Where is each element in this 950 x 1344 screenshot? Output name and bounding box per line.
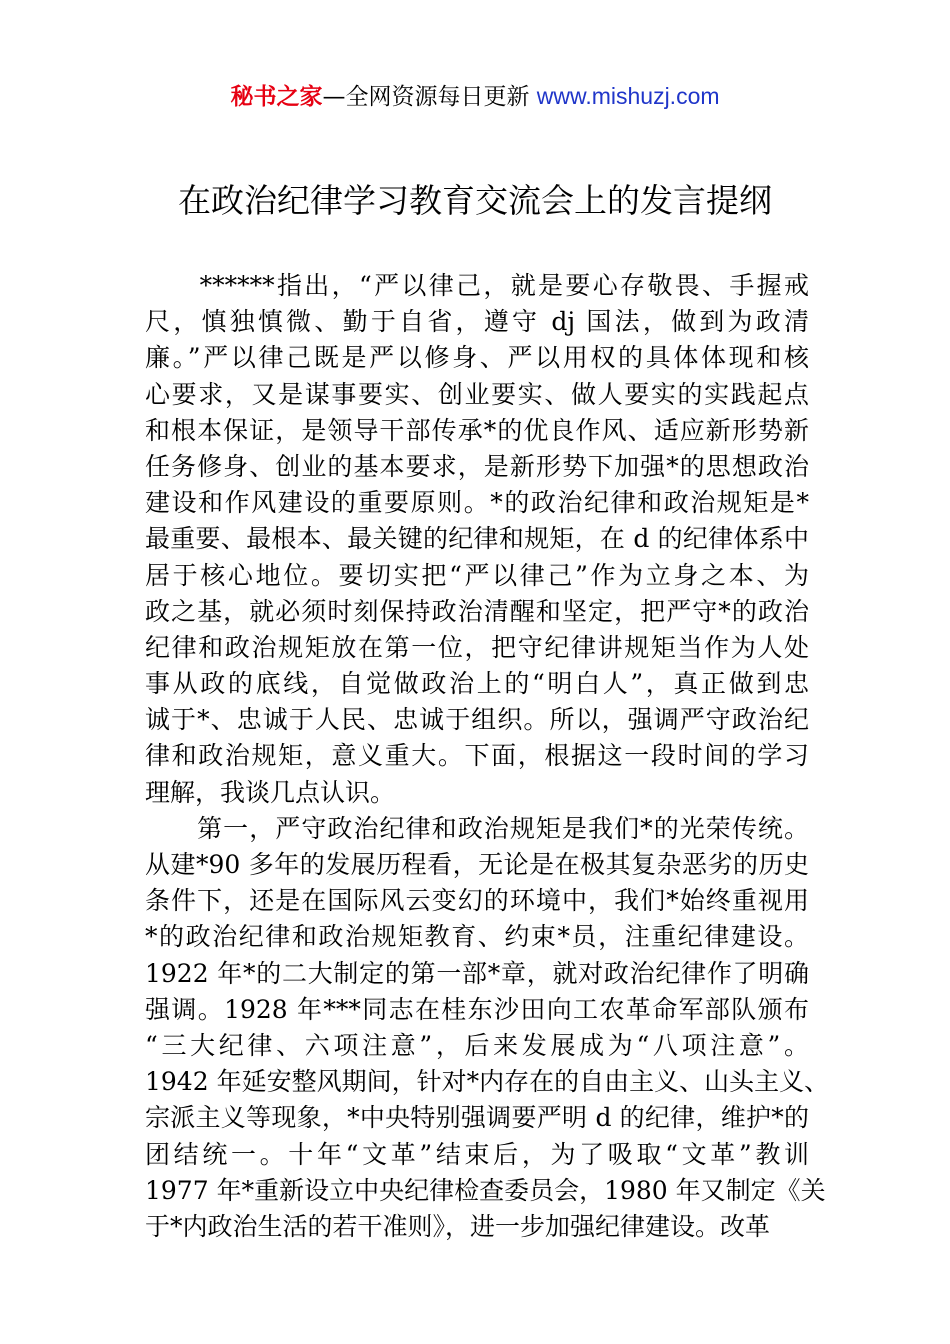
body-line: 任务修身、创业的基本要求，是新形势下加强*的思想政治 (145, 451, 809, 481)
document-body (145, 268, 830, 1245)
body-line: 1922 年*的二大制定的第一部*章，就对政治纪律作了明确 (145, 958, 809, 988)
site-header (0, 79, 950, 114)
body-line: ******指出，“严以律己，就是要心存敬畏、手握戒 (145, 271, 809, 300)
site-url-link[interactable]: www.mishuzj.com (536, 83, 720, 109)
body-line: 最重要、最根本、最关键的纪律和规矩，在 d 的纪律体系中 (145, 524, 809, 554)
body-line: 律和政治规矩，意义重大。下面，根据这一段时间的学习 (145, 741, 809, 771)
body-line: 纪律和政治规矩放在第一位，把守纪律讲规矩当作为人处 (145, 632, 809, 662)
body-line: *的政治纪律和政治规矩教育、约束*员，注重纪律建设。 (145, 922, 809, 952)
body-line: 理解，我谈几点认识。 (145, 777, 396, 807)
body-line: 于*内政治生活的若干准则》，进一步加强纪律建设。改革 (145, 1211, 771, 1241)
body-line: 建设和作风建设的重要原则。*的政治纪律和政治规矩是* (145, 488, 809, 518)
body-line: 心要求，又是谋事要实、创业要实、做人要实的实践起点 (145, 379, 809, 409)
body-line: 和根本保证，是领导干部传承*的优良作风、适应新形势新 (145, 415, 809, 445)
body-line: 尺，慎独慎微、勤于自省，遵守 dj 国法，做到为政清 (145, 307, 809, 337)
body-line: 条件下，还是在国际风云变幻的环境中，我们*始终重视用 (145, 886, 809, 916)
body-line: 从建*90 多年的发展历程看，无论是在极其复杂恶劣的历史 (145, 850, 809, 879)
body-line: 事从政的底线，自觉做政治上的“明白人”，真正做到忠 (145, 669, 809, 699)
header-tagline: —全网资源每日更新 (322, 84, 537, 110)
body-line: 政之基，就必须时刻保持政治清醒和坚定，把严守*的政治 (145, 596, 809, 626)
body-line: 团结统一。十年“文革”结束后，为了吸取“文革”教训 (145, 1139, 809, 1169)
body-line: “三大纪律、六项注意”，后来发展成为“八项注意”。 (145, 1030, 809, 1060)
document-title: 在政治纪律学习教育交流会上的发言提纲 (178, 181, 772, 220)
brand-name: 秘书之家 (230, 84, 323, 110)
body-line: 1942 年延安整风期间，针对*内存在的自由主义、山头主义、 (145, 1067, 830, 1097)
body-line: 宗派主义等现象，*中央特别强调要严明 d 的纪律，维护*的 (145, 1103, 809, 1133)
body-line: 诚于*、忠诚于人民、忠诚于组织。所以，强调严守政治纪 (145, 705, 809, 735)
body-line: 居于核心地位。要切实把“严以律己”作为立身之本、为 (145, 560, 809, 590)
body-line: 强调。1928 年***同志在桂东沙田向工农革命军部队颁布 (145, 994, 809, 1024)
body-line: 1977 年*重新设立中央纪律检查委员会，1980 年又制定《关 (145, 1175, 826, 1205)
body-line: 廉。”严以律己既是严以修身、严以用权的具体体现和核 (145, 343, 809, 373)
body-line: 第一，严守政治纪律和政治规矩是我们*的光荣传统。 (145, 813, 809, 843)
